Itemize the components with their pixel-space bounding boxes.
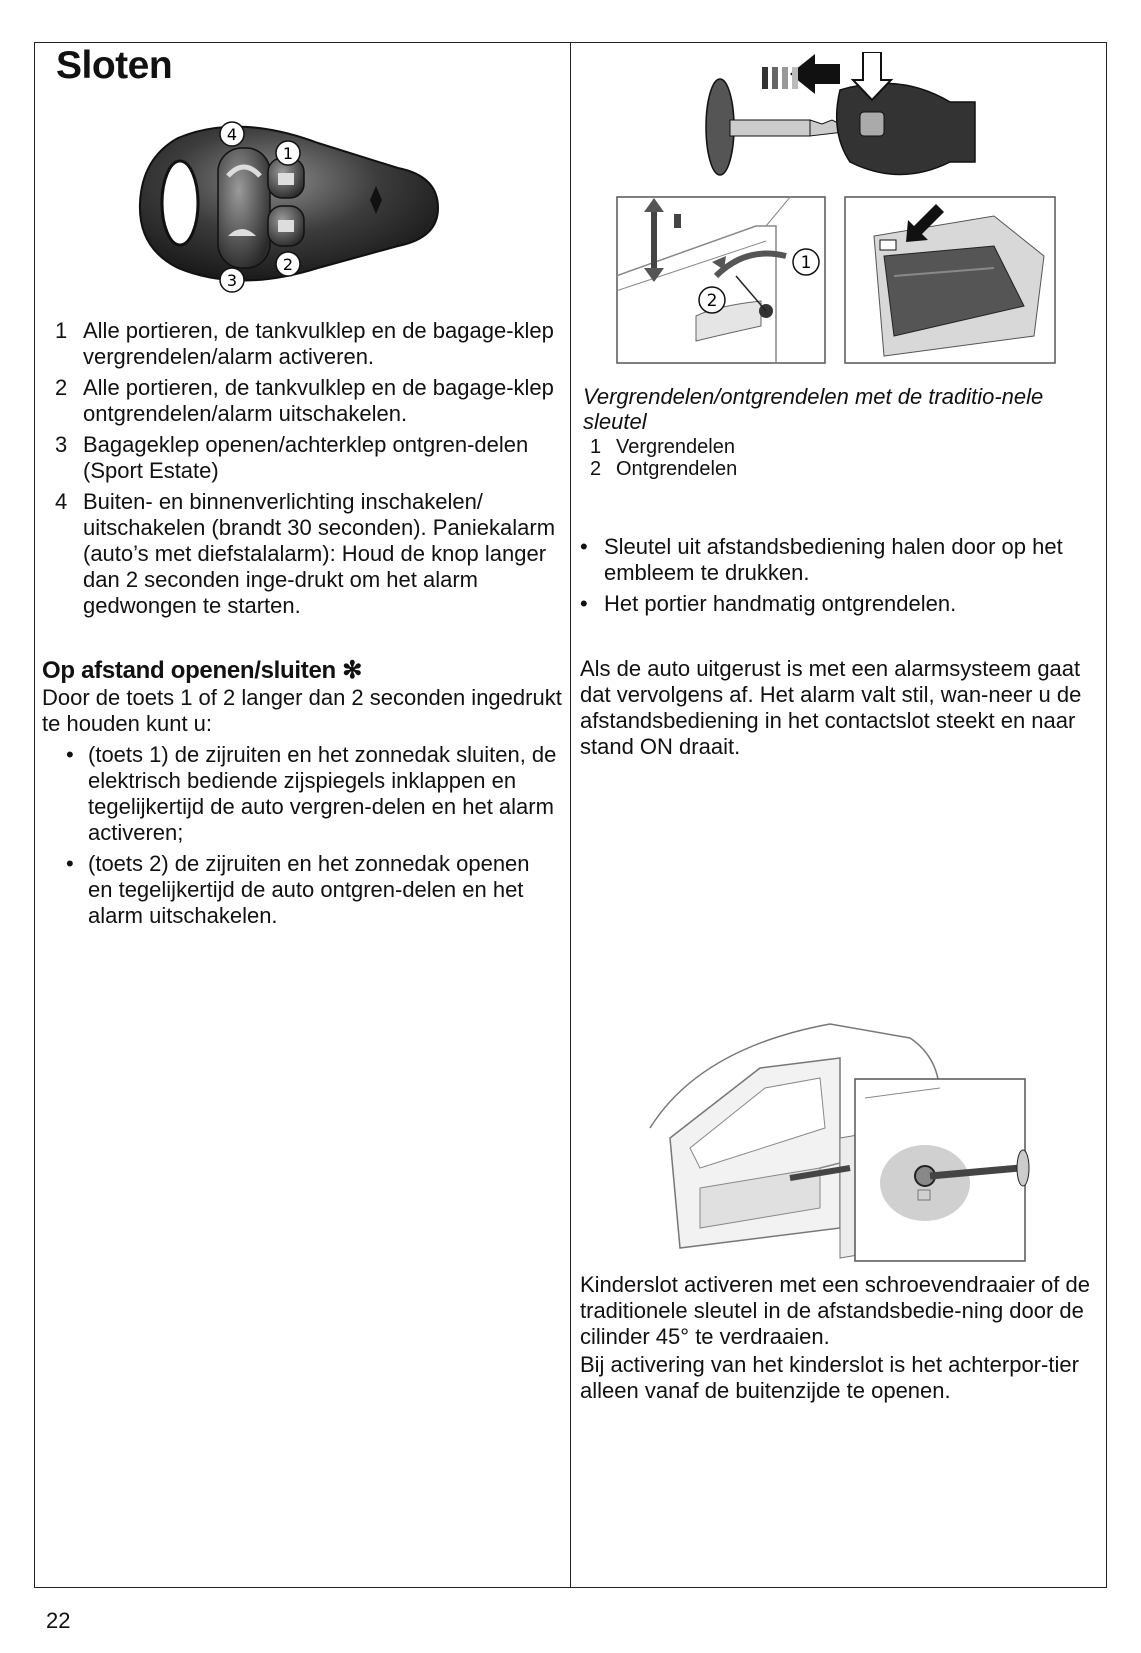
list-item-text: Het portier handmatig ontgrendelen. (604, 591, 957, 616)
page-title: Sloten (56, 44, 173, 87)
fob-callout-2 (276, 252, 300, 276)
key-removal-illustration (700, 52, 985, 182)
remote-function-list (55, 318, 560, 624)
door-callout-1-label: 1 (800, 253, 812, 273)
legend-item (590, 458, 890, 480)
optional-equipment-icon: ✻ (342, 657, 363, 684)
list-item (55, 489, 560, 619)
door-callout-1 (793, 249, 819, 275)
key-slot-illustration (844, 196, 1056, 364)
list-item-number: 2 (55, 375, 68, 400)
bullet-icon: • (580, 591, 588, 616)
bullet-icon: • (66, 742, 74, 767)
list-item (580, 591, 1100, 617)
list-item-text: Alle portieren, de tankvulklep en de bagage-klep ontgrendelen/alarm uitschakelen. (83, 375, 554, 426)
alarm-note: Als de auto uitgerust is met een alarmsysteem gaat dat vervolgens af. Het alarm valt stil, wan-neer u de afstandsbediening in het contactslot steekt en naar stand ON draait. (580, 656, 1082, 759)
remote-section-intro: Door de toets 1 of 2 langer dan 2 seconden ingedrukt te houden kunt u: (42, 685, 562, 736)
door-callout-2-label: 2 (706, 291, 718, 311)
list-item-text: Buiten- en binnenverlichting inschakelen/ uitschakelen (brandt 30 seconden). Paniekalarm (auto’s met diefstalalarm): Houd de knop langer dan 2 seconden inge-drukt om het alarm gedwongen te starten. (83, 489, 556, 618)
door-lock-illustration (616, 196, 826, 364)
fob-callout-3 (220, 268, 244, 292)
fob-callout-4-label: 4 (226, 125, 238, 144)
bullet-icon: • (580, 534, 588, 559)
traditional-key-caption: Vergrendelen/ontgrendelen met de traditio-nele sleutel (583, 384, 1044, 434)
list-item-number: 3 (55, 432, 68, 457)
list-item (55, 432, 560, 484)
list-item-text: Alle portieren, de tankvulklep en de bagage-klep vergrendelen/alarm activeren. (83, 318, 554, 369)
legend-item-number: 1 (590, 436, 602, 458)
traditional-key-legend (590, 436, 890, 480)
list-item-text: Sleutel uit afstandsbediening halen door op het embleem te drukken. (604, 534, 1063, 585)
list-item (55, 318, 560, 370)
fob-callout-1-label: 1 (282, 144, 294, 163)
list-item (55, 375, 560, 427)
legend-item-text: Ontgrendelen (616, 458, 738, 480)
fob-callout-2-label: 2 (282, 255, 294, 274)
column-divider (570, 42, 571, 1588)
bullet-icon: • (66, 851, 74, 876)
traditional-key-steps (580, 534, 1100, 622)
list-item (66, 742, 560, 846)
child-lock-illustration (640, 1018, 1040, 1270)
legend-item (590, 436, 890, 458)
remote-section-bullets (66, 742, 560, 934)
key-fob-illustration (138, 118, 463, 293)
child-lock-effect: Bij activering van het kinderslot is het achterpor-tier alleen vanaf de buitenzijde te openen. (580, 1352, 1079, 1403)
list-item-text: (toets 2) de zijruiten en het zonnedak openen en tegelijkertijd de auto ontgren-delen en het alarm uitschakelen. (88, 851, 530, 928)
list-item-number: 1 (55, 318, 68, 343)
legend-item-text: Vergrendelen (616, 436, 735, 458)
child-lock-activate: Kinderslot activeren met een schroevendraaier of de traditionele sleutel in de afstandsbedie-ning door de cilinder 45° te verdraaien. (580, 1272, 1090, 1349)
door-callout-2 (699, 287, 725, 313)
list-item-text: Bagageklep openen/achterklep ontgren-delen (Sport Estate) (83, 432, 529, 483)
page-number: 22 (46, 1608, 71, 1633)
remote-section-heading-text: Op afstand openen/sluiten (42, 657, 336, 684)
list-item (580, 534, 1100, 586)
list-item (66, 851, 560, 929)
fob-callout-3-label: 3 (226, 271, 238, 290)
remote-section-heading (42, 656, 362, 685)
list-item-text: (toets 1) de zijruiten en het zonnedak sluiten, de elektrisch bediende zijspiegels inklappen en tegelijkertijd de auto vergren-delen en het alarm activeren; (88, 742, 557, 845)
legend-item-number: 2 (590, 458, 602, 480)
fob-callout-4 (220, 122, 244, 146)
list-item-number: 4 (55, 489, 68, 514)
fob-callout-1 (276, 141, 300, 165)
